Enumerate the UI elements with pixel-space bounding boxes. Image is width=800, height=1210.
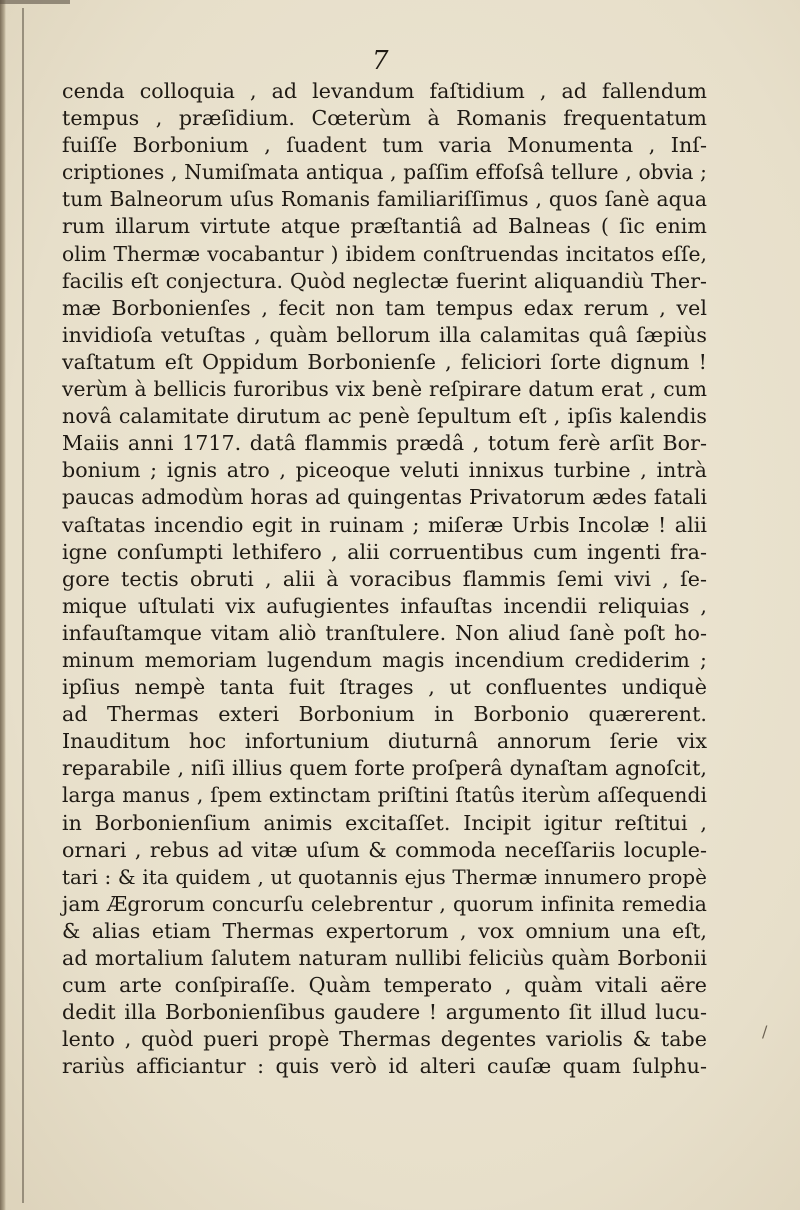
text-line: facilis eſt conjectura. Quòd neglectæ fuerint aliquandiù Ther- <box>62 268 707 293</box>
text-line: paucas admodùm horas ad quingentas Privatorum ædes fatali <box>62 485 707 510</box>
text-line: in Borbonienſium animis excitaſſet. Incipit igitur reſtitui , <box>62 810 707 835</box>
text-line: tum Balneorum uſus Romanis familiariſſimus , quos ſanè aqua <box>62 187 707 212</box>
text-line: igne conſumpti lethifero , alii corruentibus cum ingenti fra- <box>62 539 707 564</box>
binding-line <box>22 8 24 1203</box>
text-line: larga manus , ſpem extinctam priſtini ſtatûs iterùm aſſequendi <box>62 783 707 808</box>
text-line: vaſtatum eſt Oppidum Borbonienſe , feliciori ſorte dignum ! <box>62 349 707 374</box>
text-line: rariùs afficiantur : quis verò id alteri cauſæ quam ſulphu- <box>62 1054 707 1079</box>
text-line: tari : & ita quidem , ut quotannis ejus Thermæ innumero propè <box>62 865 707 889</box>
text-line: Inauditum hoc infortunium diuturnâ annorum ſerie vix <box>62 729 707 754</box>
margin-mark: / <box>762 1022 768 1041</box>
text-line: dedit illa Borbonienſibus gaudere ! argumento ſit illud lucu- <box>62 1000 707 1025</box>
text-line: & alias etiam Thermas expertorum , vox omnium una eſt, <box>62 918 707 943</box>
text-line: gore tectis obruti , alii à voracibus flammis ſemi vivi , ſe- <box>62 566 707 591</box>
text-line: invidioſa vetuſtas , quàm bellorum illa calamitas quâ ſæpiùs <box>62 322 707 347</box>
text-line: vaſtatas incendio egit in ruinam ; miſeræ Urbis Incolæ ! alii <box>62 512 707 537</box>
text-line: olim Thermæ vocabantur ) ibidem conſtruendas incitatos eſſe, <box>62 241 707 266</box>
text-line: cum arte conſpiraſſe. Quàm temperato , quàm vitali aëre <box>62 973 707 998</box>
text-line: mæ Borbonienſes , fecit non tam tempus edax rerum , vel <box>62 295 707 320</box>
text-line: verùm à bellicis furoribus vix benè reſpirare datum erat , cum <box>62 377 707 402</box>
text-line: lento , quòd pueri propè Thermas degentes variolis & tabe <box>62 1027 707 1052</box>
text-line: Maiis anni 1717. datâ flammis prædâ , totum ferè arſit Bor- <box>62 431 707 456</box>
text-line: rum illarum virtute atque præſtantiâ ad Balneas ( ſic enim <box>62 214 707 239</box>
text-line: ad Thermas exteri Borbonium in Borbonio quærerent. <box>62 702 707 727</box>
text-line: ornari , rebus ad vitæ uſum & commoda neceſſariis locuple- <box>62 837 707 862</box>
binding-edge <box>0 0 6 1210</box>
text-line: cenda colloquia , ad levandum faſtidium , ad fallendum <box>62 79 707 103</box>
text-line: jam Ægrorum concurſu celebrentur , quorum infinita remedia <box>62 891 707 916</box>
text-line: tempus , præſidium. Cœterùm à Romanis frequentatum <box>62 106 707 131</box>
body-text <box>62 78 707 1080</box>
page-corner-mark <box>0 0 70 4</box>
text-line: minum memoriam lugendum magis incendium crediderim ; <box>62 647 707 672</box>
text-line: mique uſtulati vix aufugientes infauſtas incendii reliquias , <box>62 593 707 618</box>
text-line: infauſtamque vitam aliò tranſtulere. Non aliud ſanè poſt ho- <box>62 620 707 645</box>
text-line: criptiones , Numiſmata antiqua , paſſim effoſsâ tellure , obvia ; <box>62 160 707 185</box>
text-line: novâ calamitate dirutum ac penè ſepultum eſt , ipſis kalendis <box>62 404 707 429</box>
text-line: reparabile , niſi illius quem forte proſperâ dynaſtam agnoſcit, <box>62 756 707 781</box>
page-number: 7 <box>372 46 389 76</box>
text-line: ipſius nempè tanta fuit ſtrages , ut confluentes undiquè <box>62 675 707 700</box>
text-line: bonium ; ignis atro , piceoque veluti innixus turbine , intrà <box>62 458 707 483</box>
text-line: fuiſſe Borbonium , ſuadent tum varia Monumenta , Inſ- <box>62 133 707 158</box>
text-line: ad mortalium ſalutem naturam nullibi feliciùs quàm Borbonii <box>62 946 707 970</box>
